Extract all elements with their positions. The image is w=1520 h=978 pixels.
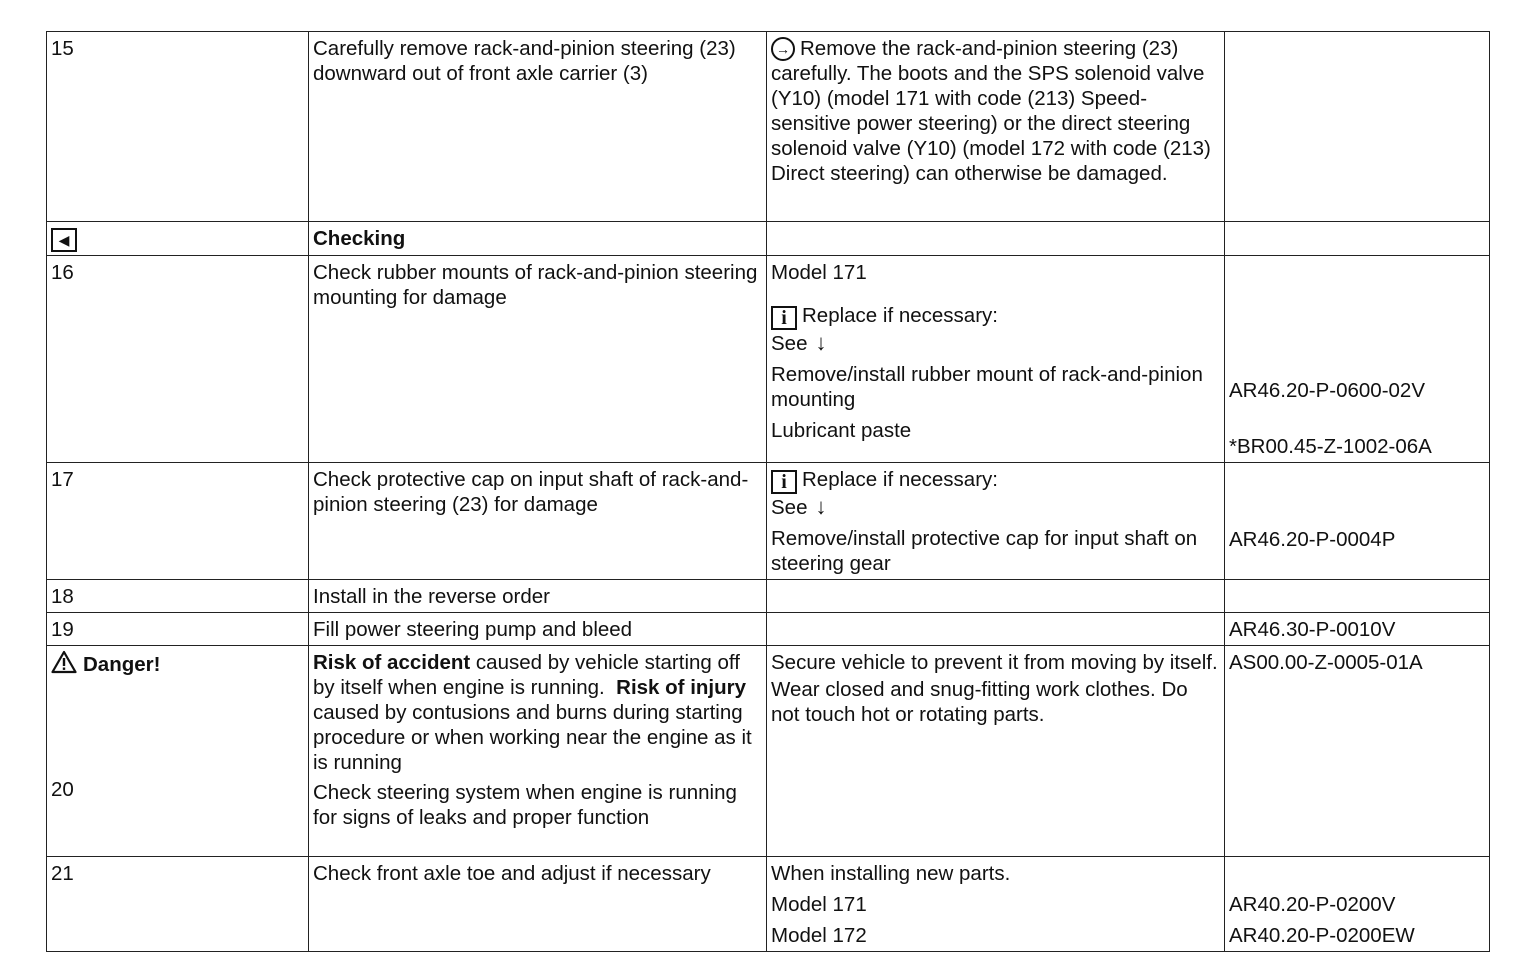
reference-link[interactable]: AR46.20-P-0600-02V <box>1229 379 1426 402</box>
risk-accident-text: caused by vehicle starting off by itself when engine is running. <box>313 651 740 699</box>
procedure-table <box>46 31 1490 952</box>
step-action: Install in the reverse order <box>309 580 767 613</box>
risk-injury-text: caused by contusions and burns during starting procedure or when working near the engine as it is running <box>313 701 752 774</box>
danger-label: Danger! <box>83 653 161 676</box>
table-row <box>47 222 1490 256</box>
step-reference <box>1225 256 1490 463</box>
reference-link[interactable]: AR46.30-P-0010V <box>1225 613 1490 646</box>
step-action: Fill power steering pump and bleed <box>309 613 767 646</box>
caution-icon: → <box>771 37 795 61</box>
empty-cell <box>767 613 1225 646</box>
checking-icon-cell <box>47 222 309 256</box>
step-action: Check rubber mounts of rack-and-pinion steering mounting for damage <box>309 256 767 463</box>
note-text: When installing new parts. <box>771 862 1011 885</box>
table-row <box>47 32 1490 222</box>
replace-text: Replace if necessary: <box>802 304 998 327</box>
danger-note: Wear closed and snug-fitting work clothes. Do not touch hot or rotating parts. <box>771 678 1188 726</box>
step-action <box>309 646 767 857</box>
note-text: Remove the rack-and-pinion steering (23) carefully. The boots and the SPS solenoid valve (Y10) (model 171 with code (213) Speed-sensitive power steering) or the direct steering solenoid valve (Y10) (model 172 with code (213) Direct steering) can otherwise be damaged. <box>771 37 1211 185</box>
danger-heading <box>51 650 303 677</box>
danger-cell <box>47 646 309 857</box>
section-heading: Checking <box>309 222 767 256</box>
empty-cell <box>1225 222 1490 256</box>
note-line <box>771 303 1219 330</box>
step-note <box>767 32 1225 222</box>
item-text: Remove/install protective cap for input shaft on steering gear <box>771 527 1198 575</box>
empty-cell <box>1225 580 1490 613</box>
step-number: 15 <box>47 32 309 222</box>
step-action: Check front axle toe and adjust if necessary <box>309 857 767 952</box>
checking-icon: ◀ <box>51 228 77 252</box>
step-note <box>767 256 1225 463</box>
table-row <box>47 463 1490 580</box>
step-action-text: Check steering system when engine is running for signs of leaks and proper function <box>313 781 737 829</box>
see-text: See <box>771 332 808 355</box>
table-row <box>47 256 1490 463</box>
step-reference <box>1225 463 1490 580</box>
step-number: 17 <box>47 463 309 580</box>
danger-note: Secure vehicle to prevent it from moving by itself. <box>771 651 1218 674</box>
step-number: 20 <box>51 778 74 801</box>
step-note <box>767 857 1225 952</box>
reference-link[interactable]: AR46.20-P-0004P <box>1229 528 1396 551</box>
model-label: Model 172 <box>771 924 867 947</box>
model-label: Model 171 <box>771 893 867 916</box>
table-row <box>47 613 1490 646</box>
reference-link[interactable]: *BR00.45-Z-1002-06A <box>1229 435 1432 458</box>
step-number: 19 <box>47 613 309 646</box>
reference-link[interactable]: AR40.20-P-0200V <box>1229 893 1396 916</box>
item-text: Lubricant paste <box>771 419 912 442</box>
table-row <box>47 857 1490 952</box>
empty-cell <box>767 222 1225 256</box>
item-text: Remove/install rubber mount of rack-and-pinion mounting <box>771 363 1203 411</box>
risk-injury-label: Risk of injury <box>616 676 747 699</box>
reference-link[interactable]: AS00.00-Z-0005-01A <box>1225 646 1490 857</box>
see-line <box>771 330 1219 356</box>
arrow-down-icon: ↓ <box>815 330 827 355</box>
model-label: Model 171 <box>771 261 867 284</box>
danger-text <box>313 650 761 775</box>
step-action: Carefully remove rack-and-pinion steering (23) downward out of front axle carrier (3) <box>309 32 767 222</box>
step-note <box>767 646 1225 857</box>
step-number: 16 <box>47 256 309 463</box>
step-reference <box>1225 857 1490 952</box>
reference-link[interactable]: AR40.20-P-0200EW <box>1229 924 1415 947</box>
see-text: See <box>771 496 808 519</box>
step-note <box>767 463 1225 580</box>
step-number: 21 <box>47 857 309 952</box>
table-row <box>47 646 1490 857</box>
step-number: 18 <box>47 580 309 613</box>
step-action: Check protective cap on input shaft of rack-and-pinion steering (23) for damage <box>309 463 767 580</box>
info-icon: i <box>771 306 797 330</box>
empty-cell <box>767 580 1225 613</box>
info-icon: i <box>771 470 797 494</box>
risk-accident-label: Risk of accident <box>313 651 471 674</box>
replace-text: Replace if necessary: <box>802 468 998 491</box>
arrow-down-icon: ↓ <box>815 494 827 519</box>
table-row <box>47 580 1490 613</box>
note-line <box>771 467 1219 494</box>
see-line <box>771 494 1219 520</box>
warning-triangle-icon <box>51 650 77 674</box>
step-reference <box>1225 32 1490 222</box>
